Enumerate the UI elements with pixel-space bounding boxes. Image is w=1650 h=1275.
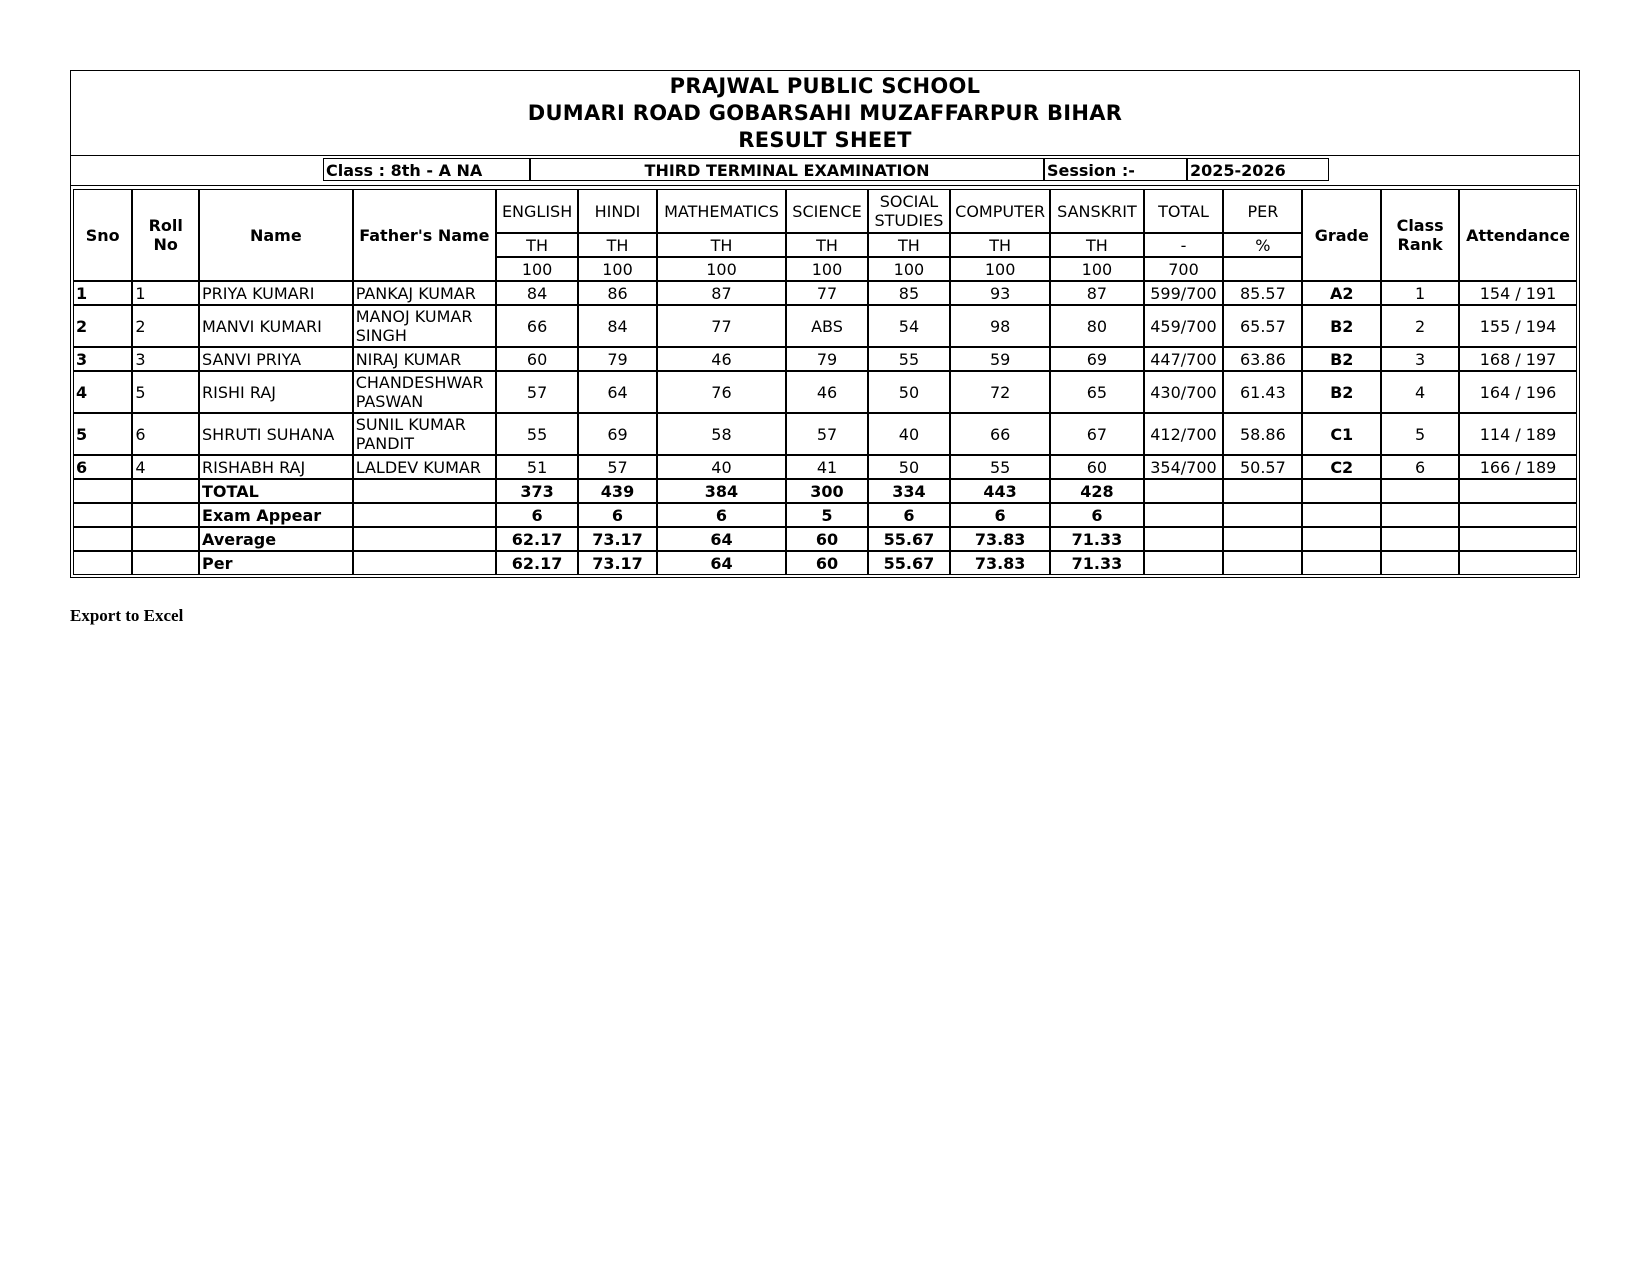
cell-attendance: 164 / 196 — [1459, 371, 1577, 413]
cell-mark: 50 — [868, 371, 950, 413]
cell-father: SUNIL KUMAR PANDIT — [353, 413, 496, 455]
school-address: DUMARI ROAD GOBARSAHI MUZAFFARPUR BIHAR — [527, 101, 1123, 125]
cell-grade: C1 — [1302, 413, 1381, 455]
cell-father: LALDEV KUMAR — [353, 455, 496, 479]
cell-mark: 64 — [578, 371, 657, 413]
cell-mark: 76 — [657, 371, 786, 413]
col-sno: Sno — [73, 189, 132, 281]
cell-mark: 46 — [657, 347, 786, 371]
summary-value: 71.33 — [1050, 527, 1143, 551]
col-roll-no: Roll No — [132, 189, 199, 281]
cell-mark: 79 — [578, 347, 657, 371]
table-row — [73, 305, 1577, 347]
cell-per: 65.57 — [1223, 305, 1302, 347]
cell-grade: B2 — [1302, 347, 1381, 371]
cell-name: RISHI RAJ — [199, 371, 353, 413]
max-total: 700 — [1144, 257, 1224, 281]
sheet-title: RESULT SHEET — [738, 128, 912, 152]
cell-rank: 6 — [1381, 455, 1459, 479]
cell-mark: 55 — [496, 413, 578, 455]
type-hindi: TH — [578, 233, 657, 257]
table-row — [73, 455, 1577, 479]
summary-value: 73.83 — [950, 527, 1050, 551]
exam-name: THIRD TERMINAL EXAMINATION — [530, 158, 1044, 181]
col-per: PER — [1223, 189, 1302, 233]
cell-roll: 5 — [132, 371, 199, 413]
summary-value: 62.17 — [496, 527, 578, 551]
cell-total: 430/700 — [1144, 371, 1224, 413]
table-row — [73, 281, 1577, 305]
cell-mark: 66 — [950, 413, 1050, 455]
summary-label: Average — [199, 527, 353, 551]
cell-mark: 67 — [1050, 413, 1143, 455]
summary-value: 64 — [657, 551, 786, 575]
max-hindi: 100 — [578, 257, 657, 281]
summary-value: 6 — [578, 503, 657, 527]
export-to-excel-link[interactable]: Export to Excel — [70, 606, 184, 625]
type-mathematics: TH — [657, 233, 786, 257]
summary-value: 300 — [786, 479, 868, 503]
summary-value: 73.17 — [578, 527, 657, 551]
cell-mark: 50 — [868, 455, 950, 479]
summary-value: 71.33 — [1050, 551, 1143, 575]
cell-total: 354/700 — [1144, 455, 1224, 479]
cell-father: NIRAJ KUMAR — [353, 347, 496, 371]
cell-mark: 87 — [1050, 281, 1143, 305]
col-grade: Grade — [1302, 189, 1381, 281]
cell-mark: 51 — [496, 455, 578, 479]
class-label: Class : 8th - A NA — [323, 158, 530, 181]
cell-mark: 57 — [496, 371, 578, 413]
cell-sno: 3 — [73, 347, 132, 371]
summary-value: 62.17 — [496, 551, 578, 575]
summary-label: TOTAL — [199, 479, 353, 503]
cell-total: 412/700 — [1144, 413, 1224, 455]
summary-value: 5 — [786, 503, 868, 527]
max-mathematics: 100 — [657, 257, 786, 281]
summary-value: 55.67 — [868, 551, 950, 575]
cell-total: 447/700 — [1144, 347, 1224, 371]
col-subject-hindi: HINDI — [578, 189, 657, 233]
cell-per: 63.86 — [1223, 347, 1302, 371]
cell-mark: 57 — [578, 455, 657, 479]
cell-name: MANVI KUMARI — [199, 305, 353, 347]
cell-name: RISHABH RAJ — [199, 455, 353, 479]
cell-mark: 57 — [786, 413, 868, 455]
cell-sno: 5 — [73, 413, 132, 455]
cell-mark: 60 — [1050, 455, 1143, 479]
cell-mark: 66 — [496, 305, 578, 347]
cell-mark: 84 — [578, 305, 657, 347]
table-head — [73, 189, 1577, 281]
cell-sno: 1 — [73, 281, 132, 305]
cell-mark: 54 — [868, 305, 950, 347]
cell-sno: 4 — [73, 371, 132, 413]
school-name: PRAJWAL PUBLIC SCHOOL — [669, 74, 981, 98]
col-subject-science: SCIENCE — [786, 189, 868, 233]
cell-mark: 69 — [1050, 347, 1143, 371]
col-subject-computer: COMPUTER — [950, 189, 1050, 233]
col-class-rank: Class Rank — [1381, 189, 1459, 281]
type-english: TH — [496, 233, 578, 257]
cell-mark: 84 — [496, 281, 578, 305]
cell-attendance: 166 / 189 — [1459, 455, 1577, 479]
cell-attendance: 154 / 191 — [1459, 281, 1577, 305]
col-total: TOTAL — [1144, 189, 1224, 233]
cell-mark: 85 — [868, 281, 950, 305]
cell-name: SHRUTI SUHANA — [199, 413, 353, 455]
exam-info-row — [71, 156, 1579, 186]
cell-father: MANOJ KUMAR SINGH — [353, 305, 496, 347]
cell-name: PRIYA KUMARI — [199, 281, 353, 305]
col-attendance: Attendance — [1459, 189, 1577, 281]
cell-total: 599/700 — [1144, 281, 1224, 305]
summary-value: 55.67 — [868, 527, 950, 551]
cell-roll: 4 — [132, 455, 199, 479]
cell-roll: 3 — [132, 347, 199, 371]
summary-value: 373 — [496, 479, 578, 503]
summary-value: 6 — [868, 503, 950, 527]
cell-mark: 40 — [868, 413, 950, 455]
summary-value: 73.17 — [578, 551, 657, 575]
cell-rank: 1 — [1381, 281, 1459, 305]
max-english: 100 — [496, 257, 578, 281]
cell-total: 459/700 — [1144, 305, 1224, 347]
cell-name: SANVI PRIYA — [199, 347, 353, 371]
col-subject-sanskrit: SANSKRIT — [1050, 189, 1143, 233]
max-sanskrit: 100 — [1050, 257, 1143, 281]
table-body — [73, 281, 1577, 575]
type-total: - — [1144, 233, 1224, 257]
type-sanskrit: TH — [1050, 233, 1143, 257]
cell-mark: 55 — [868, 347, 950, 371]
summary-value: 6 — [1050, 503, 1143, 527]
result-sheet — [70, 70, 1580, 578]
cell-mark: 72 — [950, 371, 1050, 413]
type-computer: TH — [950, 233, 1050, 257]
summary-value: 73.83 — [950, 551, 1050, 575]
table-row — [73, 347, 1577, 371]
session-value: 2025-2026 — [1187, 158, 1329, 181]
school-header — [71, 71, 1579, 156]
cell-mark: 77 — [657, 305, 786, 347]
cell-roll: 1 — [132, 281, 199, 305]
summary-row-per — [73, 551, 1577, 575]
summary-value: 443 — [950, 479, 1050, 503]
cell-roll: 2 — [132, 305, 199, 347]
summary-label: Exam Appear — [199, 503, 353, 527]
cell-mark: 77 — [786, 281, 868, 305]
cell-mark: 80 — [1050, 305, 1143, 347]
cell-mark: 40 — [657, 455, 786, 479]
cell-attendance: 114 / 189 — [1459, 413, 1577, 455]
col-subject-mathematics: MATHEMATICS — [657, 189, 786, 233]
cell-mark: 41 — [786, 455, 868, 479]
cell-mark: 46 — [786, 371, 868, 413]
summary-value: 334 — [868, 479, 950, 503]
summary-value: 64 — [657, 527, 786, 551]
summary-row-exam-appear — [73, 503, 1577, 527]
cell-rank: 5 — [1381, 413, 1459, 455]
cell-mark: 60 — [496, 347, 578, 371]
summary-value: 60 — [786, 527, 868, 551]
summary-value: 6 — [496, 503, 578, 527]
cell-rank: 3 — [1381, 347, 1459, 371]
table-row — [73, 371, 1577, 413]
table-row — [73, 413, 1577, 455]
cell-sno: 2 — [73, 305, 132, 347]
col-father-name: Father's Name — [353, 189, 496, 281]
cell-rank: 2 — [1381, 305, 1459, 347]
summary-value: 60 — [786, 551, 868, 575]
cell-mark: 55 — [950, 455, 1050, 479]
cell-father: CHANDESHWAR PASWAN — [353, 371, 496, 413]
cell-per: 58.86 — [1223, 413, 1302, 455]
summary-value: 384 — [657, 479, 786, 503]
max-social-studies: 100 — [868, 257, 950, 281]
summary-value: 439 — [578, 479, 657, 503]
cell-mark: 69 — [578, 413, 657, 455]
summary-value: 6 — [950, 503, 1050, 527]
max-per — [1223, 257, 1302, 281]
col-name: Name — [199, 189, 353, 281]
summary-row-total — [73, 479, 1577, 503]
summary-row-average — [73, 527, 1577, 551]
cell-rank: 4 — [1381, 371, 1459, 413]
result-table — [73, 189, 1577, 575]
cell-mark: 98 — [950, 305, 1050, 347]
cell-mark: 65 — [1050, 371, 1143, 413]
cell-father: PANKAJ KUMAR — [353, 281, 496, 305]
cell-grade: B2 — [1302, 371, 1381, 413]
cell-grade: B2 — [1302, 305, 1381, 347]
cell-attendance: 168 / 197 — [1459, 347, 1577, 371]
cell-mark: 86 — [578, 281, 657, 305]
cell-per: 85.57 — [1223, 281, 1302, 305]
cell-mark: 93 — [950, 281, 1050, 305]
cell-mark: 59 — [950, 347, 1050, 371]
type-science: TH — [786, 233, 868, 257]
summary-value: 6 — [657, 503, 786, 527]
max-computer: 100 — [950, 257, 1050, 281]
cell-per: 50.57 — [1223, 455, 1302, 479]
cell-grade: A2 — [1302, 281, 1381, 305]
cell-sno: 6 — [73, 455, 132, 479]
cell-roll: 6 — [132, 413, 199, 455]
cell-mark: 79 — [786, 347, 868, 371]
max-science: 100 — [786, 257, 868, 281]
cell-grade: C2 — [1302, 455, 1381, 479]
cell-mark: 58 — [657, 413, 786, 455]
session-label: Session :- — [1044, 158, 1187, 181]
cell-per: 61.43 — [1223, 371, 1302, 413]
type-per: % — [1223, 233, 1302, 257]
cell-mark: 87 — [657, 281, 786, 305]
cell-mark: ABS — [786, 305, 868, 347]
cell-attendance: 155 / 194 — [1459, 305, 1577, 347]
summary-value: 428 — [1050, 479, 1143, 503]
col-subject-social-studies: SOCIAL STUDIES — [868, 189, 950, 233]
col-subject-english: ENGLISH — [496, 189, 578, 233]
type-social-studies: TH — [868, 233, 950, 257]
summary-label: Per — [199, 551, 353, 575]
